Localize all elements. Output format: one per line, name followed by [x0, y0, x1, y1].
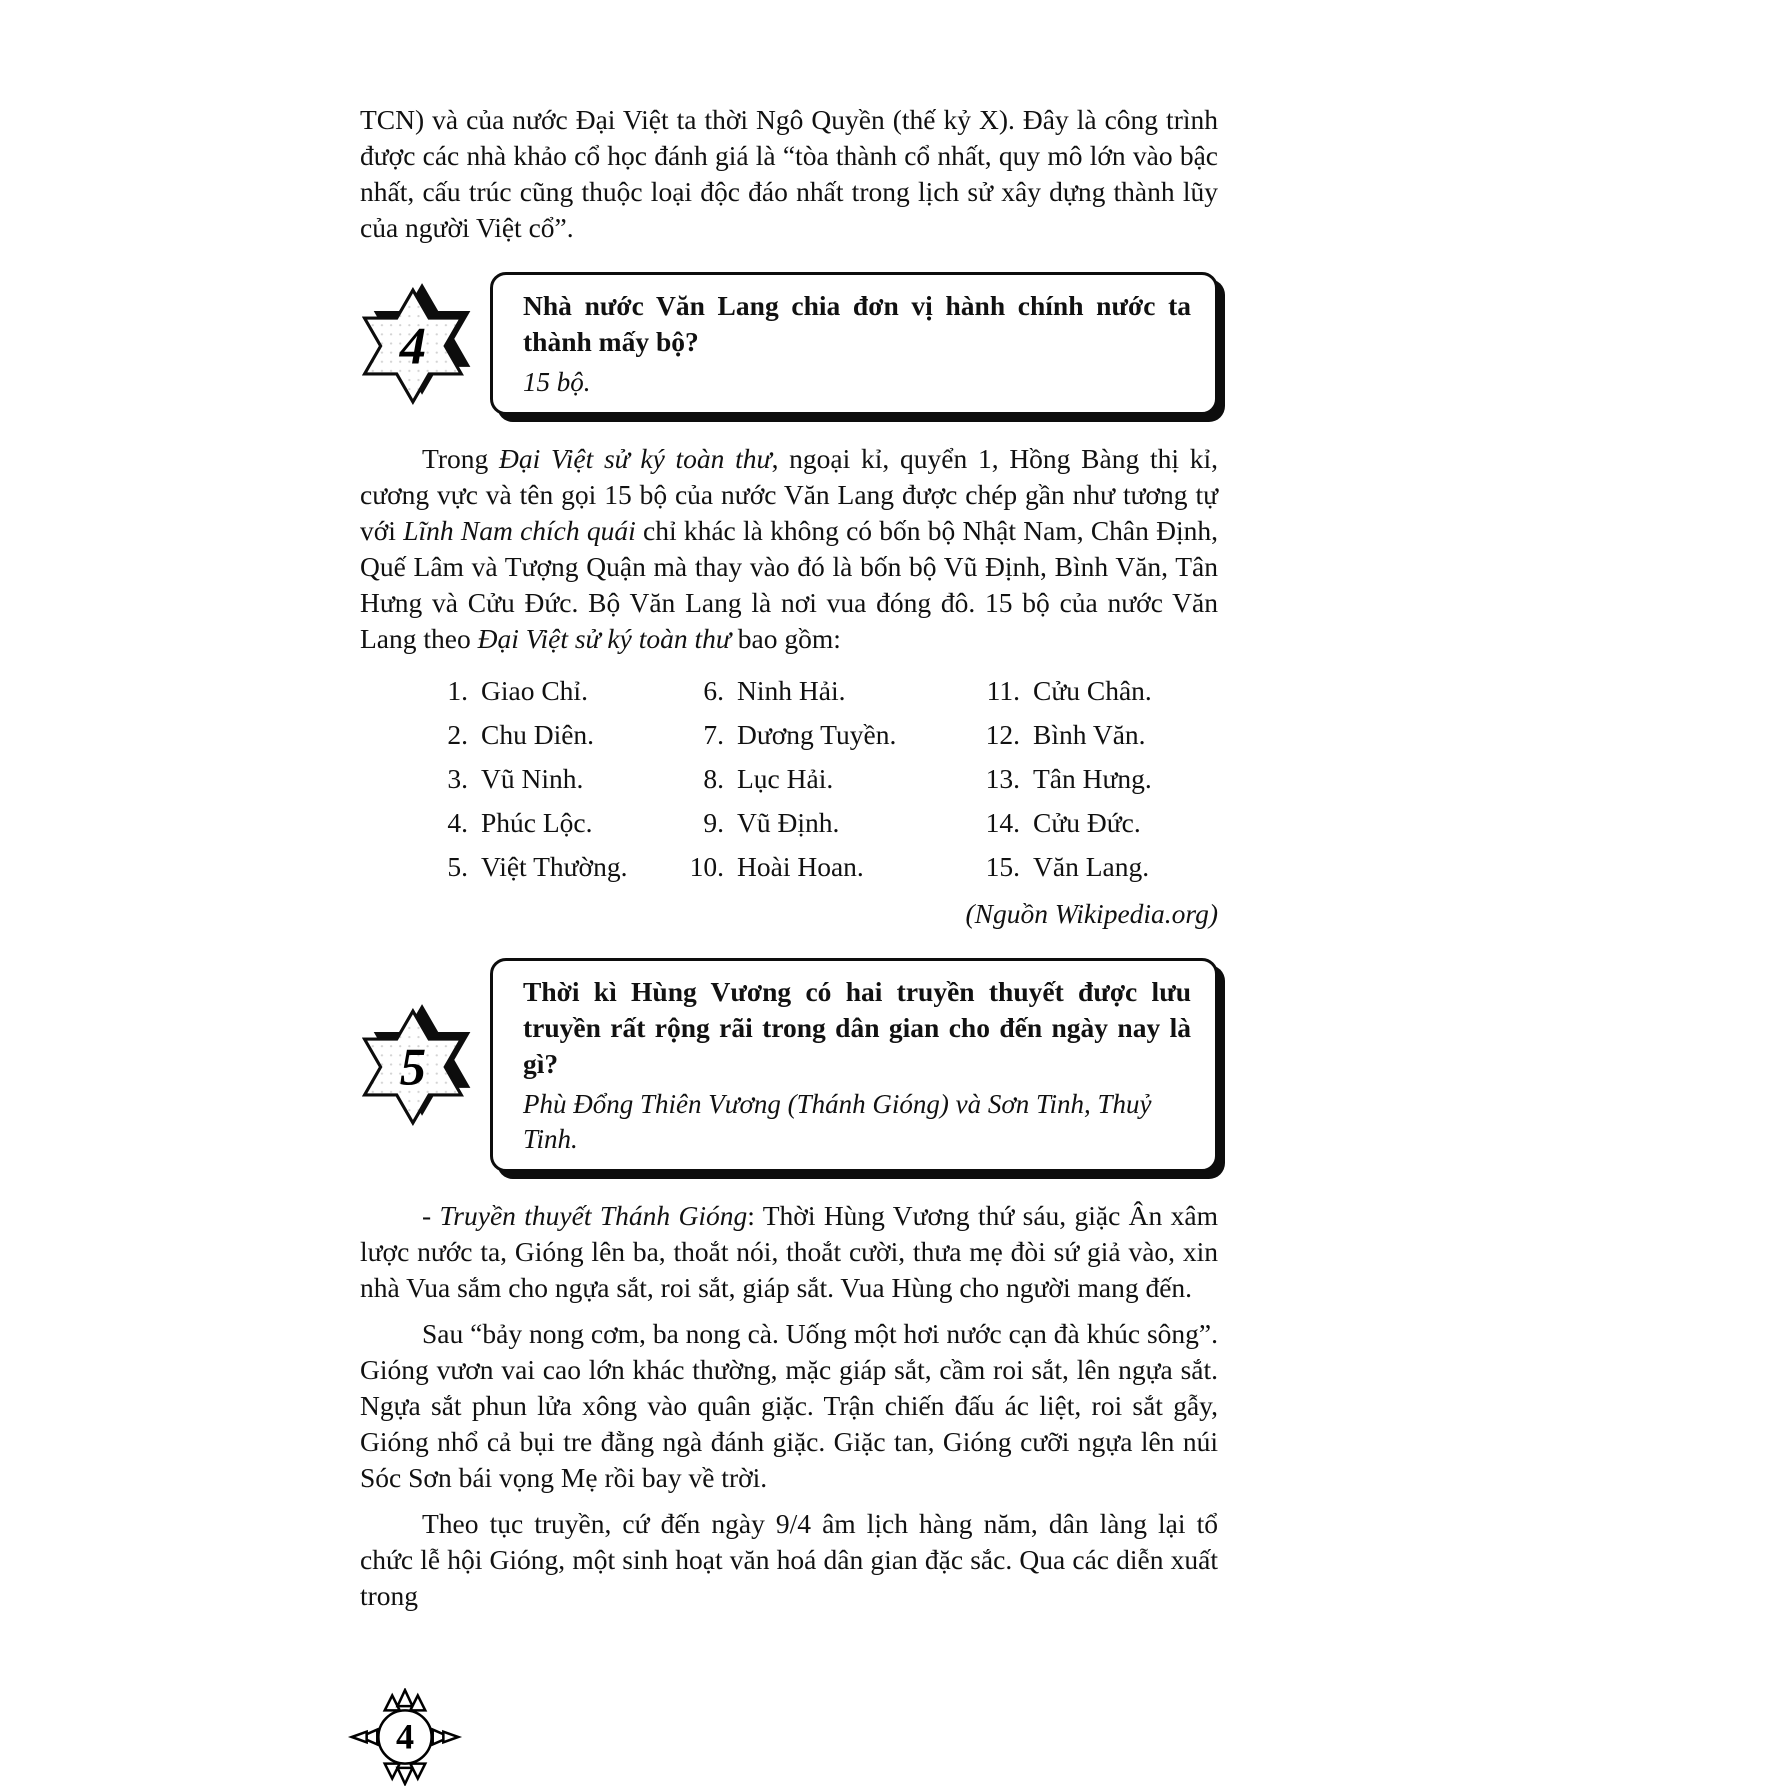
ornament-ray: [385, 1695, 400, 1710]
list-item: [976, 717, 1218, 752]
question-4-number: 4: [399, 316, 427, 375]
item-number: 10.: [689, 851, 724, 882]
question-4-star-icon: [352, 277, 486, 411]
bo-list-column-1: [424, 673, 680, 884]
text-segment: Trong: [422, 443, 499, 474]
list-item: [424, 717, 680, 752]
item-number: 11.: [986, 675, 1020, 706]
ornament-ray: [385, 1764, 400, 1779]
legend-title-italic: Truyền thuyết Thánh Gióng: [439, 1200, 748, 1231]
list-item: [680, 673, 976, 708]
bo-list: [424, 673, 1218, 884]
item-name: Cửu Đức.: [1033, 807, 1141, 838]
question-4-block: [360, 272, 1218, 415]
intro-paragraph: TCN) và của nước Đại Việt ta thời Ngô Quyền (thế kỷ X). Đây là công trình được các nhà khảo cổ học đánh giá là “tòa thành cổ nhất, quy mô lớn vào bậc nhất, cấu trúc cũng thuộc loại độc đáo nhất trong lịch sử xây dựng thành lũy của người Việt cổ”.: [360, 104, 1218, 243]
vanlang-paragraph: [360, 441, 1218, 657]
text-segment: , ngoại kỉ, quyển 1, Hồng Bàng thị kỉ, cương vực và tên gọi 15 bộ của nước Văn Lang được chép gần như tương tự với: [360, 443, 1218, 546]
item-name: Phúc Lộc.: [481, 807, 593, 838]
question-5-star-icon: [352, 998, 486, 1132]
text-segment: : Thời Hùng Vương thứ sáu, giặc Ân xâm lược nước ta, Gióng lên ba, thoắt nói, thoắt cười, thưa mẹ đòi sứ giả vào, xin nhà Vua sắm cho ngựa sắt, roi sắt, giáp sắt. Vua Hùng cho người mang đến.: [360, 1200, 1218, 1303]
list-item: [976, 761, 1218, 796]
bo-list-column-2: [680, 673, 976, 884]
list-item: [680, 717, 976, 752]
text-segment: -: [422, 1200, 440, 1231]
giong-paragraph-1: [360, 1198, 1218, 1306]
question-4-text: Nhà nước Văn Lang chia đơn vị hành chính nước ta thành mấy bộ?: [523, 290, 1191, 357]
item-name: Cửu Chân.: [1033, 675, 1152, 706]
item-number: 6.: [703, 675, 724, 706]
question-5-block: [360, 958, 1218, 1172]
ornament-ray: [410, 1764, 425, 1779]
text-segment: bao gồm:: [730, 623, 841, 654]
ornament-ray: [410, 1695, 425, 1710]
question-5-number: 5: [399, 1038, 427, 1097]
item-name: Giao Chỉ.: [481, 675, 588, 706]
ornament-ray: [443, 1732, 458, 1743]
item-number: 3.: [447, 763, 468, 794]
page-content: [360, 102, 1218, 1614]
book-title-italic: Đại Việt sử ký toàn thư: [498, 443, 772, 474]
giong-paragraph-3: Theo tục truyền, cứ đến ngày 9/4 âm lịch hàng năm, dân làng lại tổ chức lễ hội Gióng, một sinh hoạt văn hoá dân gian đặc sắc. Qua các diễn xuất trong: [360, 1508, 1218, 1611]
item-number: 9.: [703, 807, 724, 838]
giong-paragraph-2: Sau “bảy nong cơm, ba nong cà. Uống một hơi nước cạn đà khúc sông”. Gióng vươn vai cao lớn khác thường, mặc giáp sắt, cầm roi sắt, lên ngựa sắt. Ngựa sắt phun lửa xông vào quân giặc. Trận chiến đấu ác liệt, roi sắt gẫy, Gióng nhổ cả bụi tre đằng ngà đánh giặc. Giặc tan, Gióng cưỡi ngựa lên núi Sóc Sơn bái vọng Mẹ rồi bay về trời.: [360, 1318, 1218, 1493]
question-5-box: [490, 958, 1218, 1172]
list-item: [976, 673, 1218, 708]
item-number: 15.: [985, 851, 1020, 882]
page-number: 4: [395, 1716, 415, 1757]
item-name: Hoài Hoan.: [737, 851, 864, 882]
item-number: 13.: [985, 763, 1020, 794]
bo-list-column-3: [976, 673, 1218, 884]
item-number: 12.: [985, 719, 1020, 750]
book-title-italic: Lĩnh Nam chích quái: [403, 515, 636, 546]
item-number: 8.: [703, 763, 724, 794]
item-number: 4.: [447, 807, 468, 838]
item-name: Vũ Định.: [737, 807, 840, 838]
list-item: [424, 673, 680, 708]
item-number: 14.: [985, 807, 1020, 838]
item-name: Chu Diên.: [481, 719, 595, 750]
item-number: 2.: [447, 719, 468, 750]
list-item: [976, 849, 1218, 884]
text-segment: chỉ khác là không có bốn bộ Nhật Nam, Chân Định, Quế Lâm và Tượng Quận mà thay vào đó là bốn bộ Vũ Định, Bình Văn, Tân Hưng và Cửu Đức. Bộ Văn Lang là nơi vua đóng đô. 15 bộ của nước Văn Lang theo: [360, 515, 1218, 654]
item-name: Vũ Ninh.: [481, 763, 584, 794]
ornament-ray: [352, 1732, 367, 1743]
item-name: Việt Thường.: [481, 851, 628, 882]
ornament-ray: [398, 1690, 413, 1706]
item-name: Văn Lang.: [1033, 851, 1150, 882]
item-number: 1.: [447, 675, 468, 706]
item-name: Ninh Hải.: [737, 675, 846, 706]
list-item: [680, 761, 976, 796]
list-item: [976, 805, 1218, 840]
list-item: [424, 761, 680, 796]
question-4-box: [490, 272, 1218, 415]
item-number: 7.: [703, 719, 724, 750]
item-name: Dương Tuyền.: [737, 719, 897, 750]
book-title-italic: Đại Việt sử ký toàn thư: [477, 623, 731, 654]
list-item: [424, 849, 680, 884]
question-5-answer: Phù Đổng Thiên Vương (Thánh Gióng) và Sơn Tinh, Thuỷ Tinh.: [523, 1089, 1152, 1154]
item-name: Tân Hưng.: [1033, 763, 1152, 794]
ornament-ray: [398, 1768, 413, 1784]
item-name: Lục Hải.: [737, 763, 834, 794]
question-5-text: Thời kì Hùng Vương có hai truyền thuyết được lưu truyền rất rộng rãi trong dân gian cho đến ngày nay là gì?: [523, 976, 1191, 1079]
source-credit: (Nguồn Wikipedia.org): [965, 898, 1218, 929]
item-name: Bình Văn.: [1033, 719, 1146, 750]
list-item: [424, 805, 680, 840]
list-item: [680, 805, 976, 840]
question-4-answer: 15 bộ.: [523, 367, 591, 397]
list-item: [680, 849, 976, 884]
item-number: 5.: [447, 851, 468, 882]
page-number-ornament: [346, 1688, 464, 1786]
